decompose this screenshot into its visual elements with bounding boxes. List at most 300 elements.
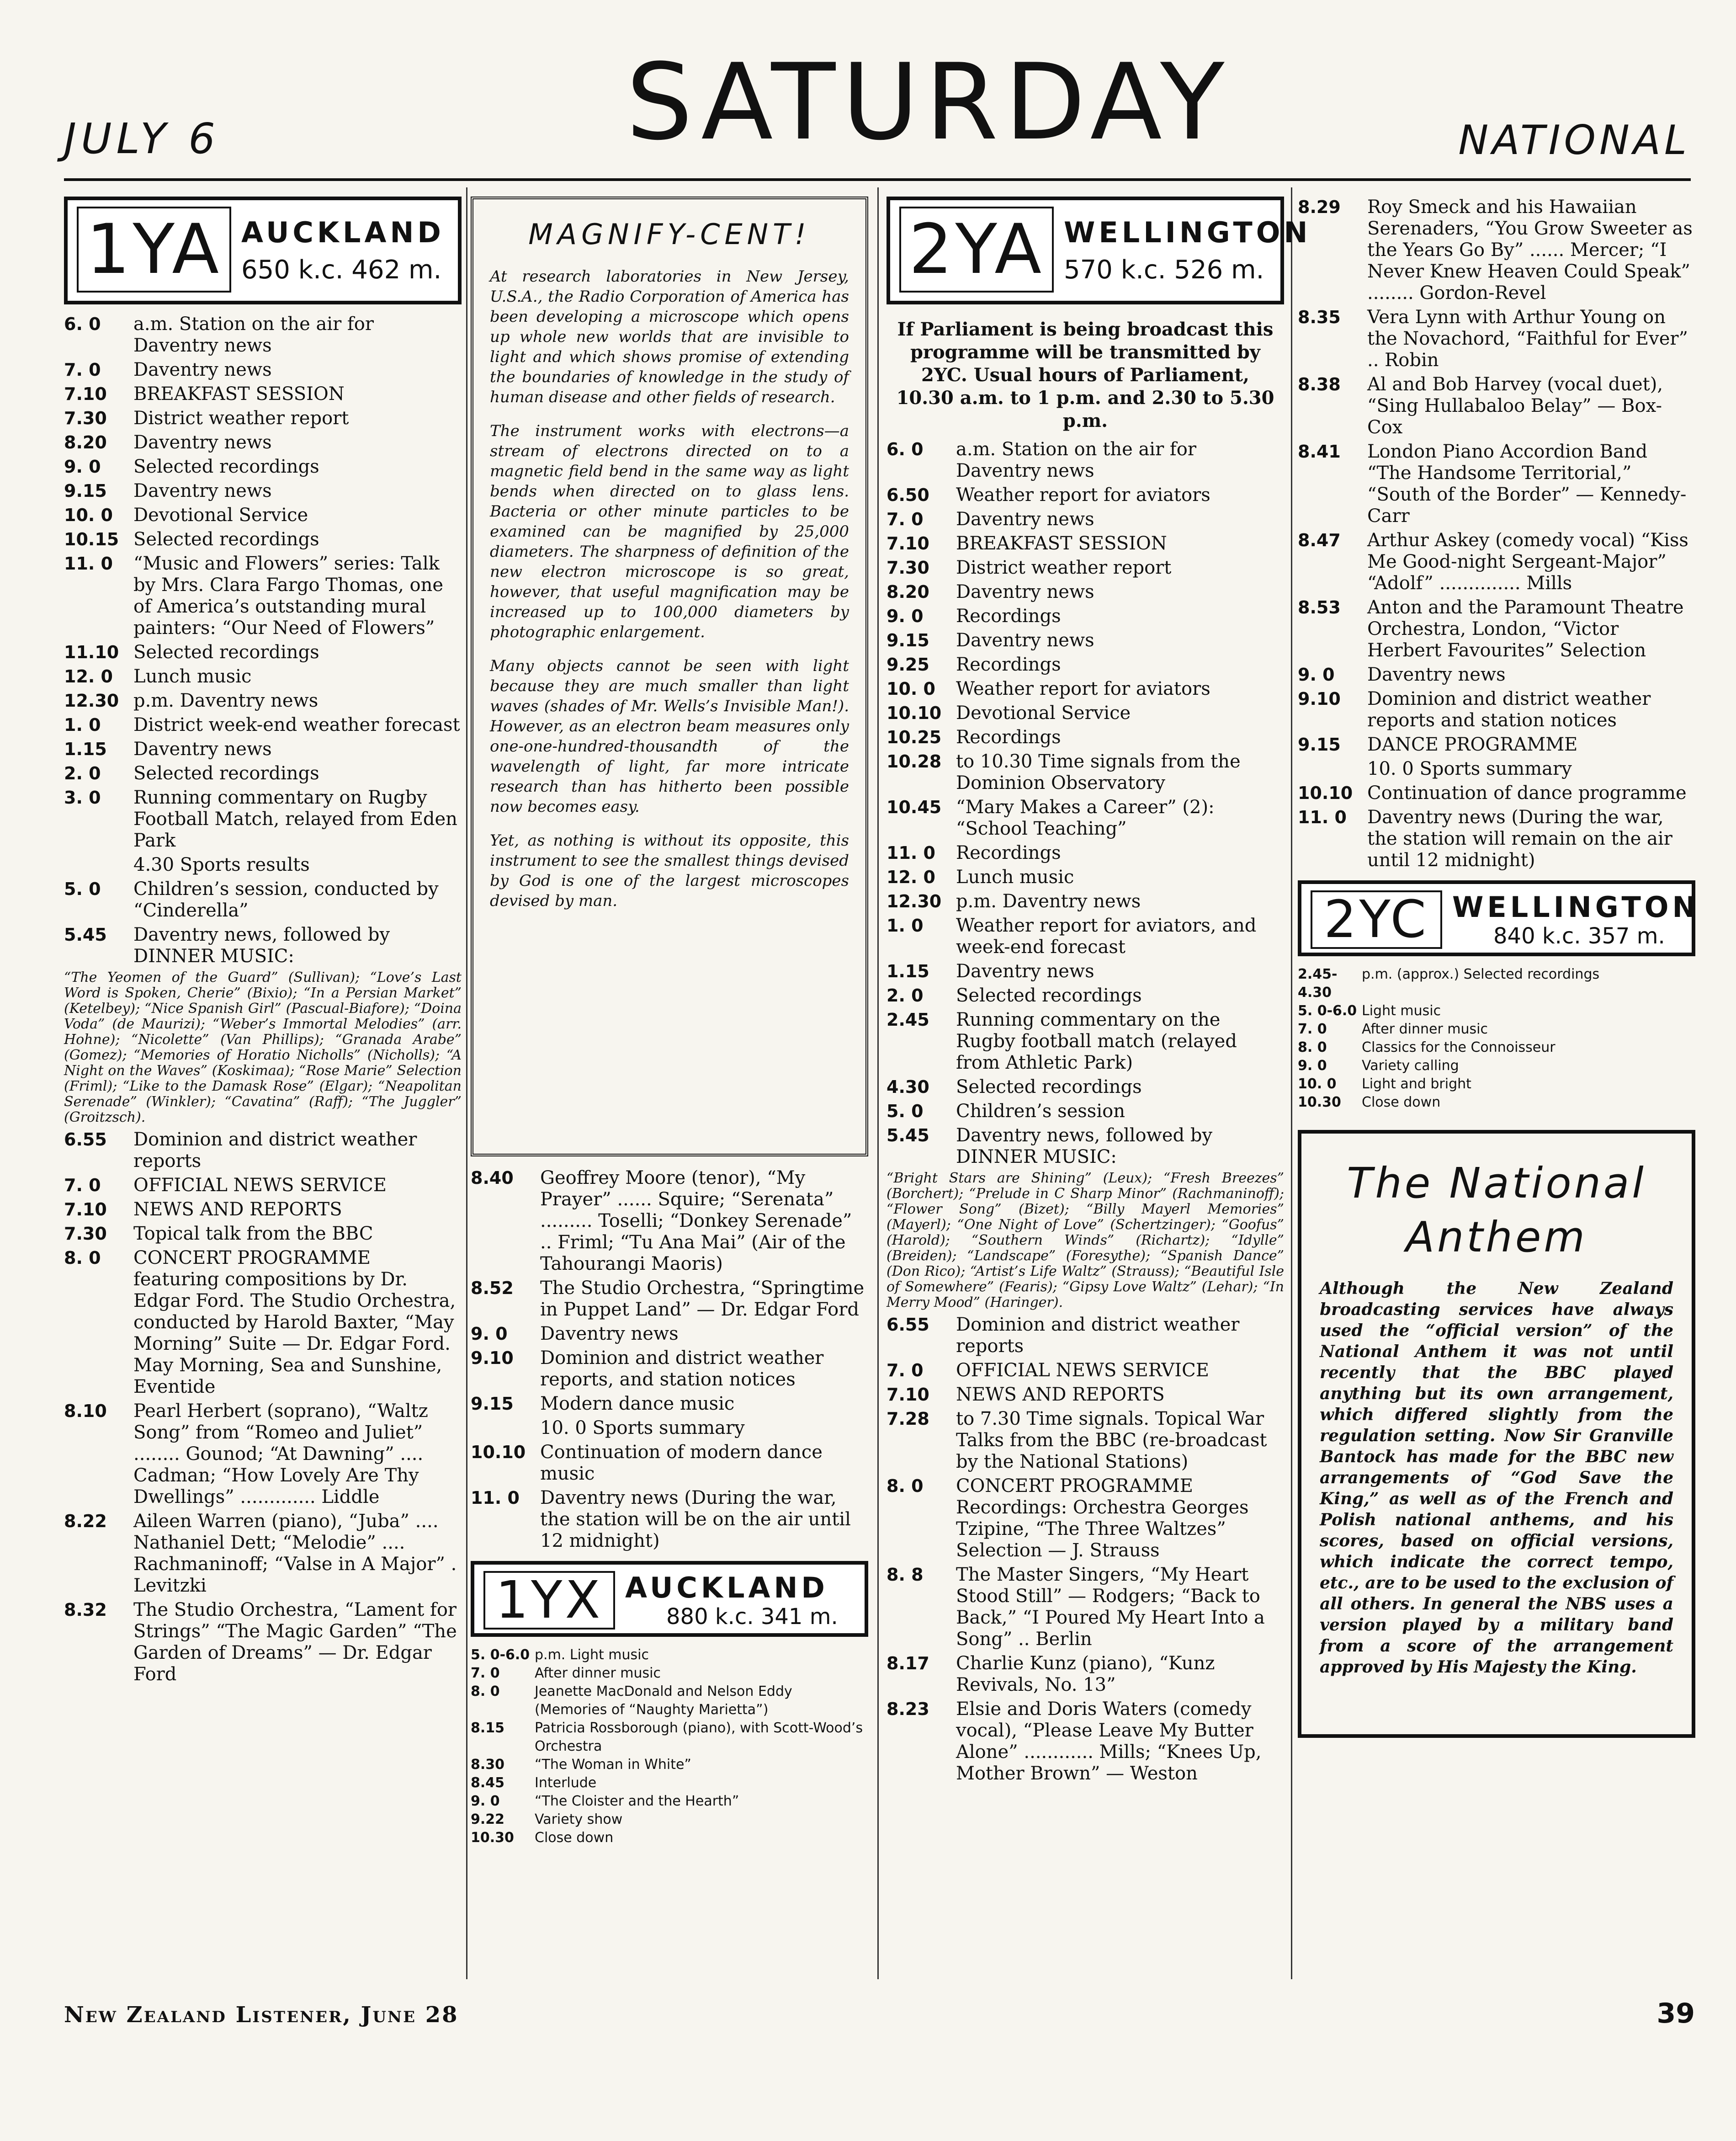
programme-item <box>64 879 462 921</box>
programme-time: 6.50 <box>887 485 929 505</box>
programme-list <box>471 1167 868 1552</box>
programme-item <box>471 1442 868 1485</box>
programme-item <box>1298 1039 1695 1057</box>
programme-text: Classics for the Connoisseur <box>1362 1039 1555 1055</box>
programme-time: 7.10 <box>64 384 107 404</box>
programme-text: Patricia Rossborough (piano), with Scott-Wood’s Orchestra <box>535 1720 863 1754</box>
programme-text: The Master Singers, “My Heart Stood Still” — Rodgers; “Back to Back,” “I Poured My Heart Into a Song” .. Berlin <box>956 1564 1265 1650</box>
programme-time: 9. 0 <box>1298 1058 1327 1074</box>
programme-text: Light music <box>1362 1003 1441 1019</box>
programme-item <box>887 842 1284 864</box>
programme-text: Geoffrey Moore (tenor), “My Prayer” ...... Squire; “Serenata” ......... Toselli; “Donkey Serenade” .. Friml; “Tu Ana Mai” (Air of the Tahourangi Maoris) <box>540 1167 852 1274</box>
programme-text: After dinner music <box>535 1665 661 1681</box>
issue-date: JULY 6 <box>64 114 220 163</box>
programme-item <box>471 1646 868 1664</box>
programme-text: Close down <box>1362 1094 1441 1110</box>
programme-list <box>471 1646 868 1847</box>
programme-text: Modern dance music <box>540 1393 735 1414</box>
programme-time: 10.10 <box>471 1442 526 1462</box>
programme-item <box>64 787 462 852</box>
programme-time: 6.55 <box>64 1129 107 1150</box>
programme-text: to 7.30 Time signals. Topical War Talks from the BBC (re-broadcast by the National Stations) <box>956 1408 1267 1472</box>
programme-text: Daventry news, followed by DINNER MUSIC: <box>133 924 390 967</box>
programme-time: 8.17 <box>887 1653 929 1673</box>
programme-text: Recordings <box>956 727 1061 748</box>
programme-time: 10.15 <box>64 529 119 549</box>
programme-text: Close down <box>535 1830 614 1846</box>
programme-item <box>887 1475 1284 1561</box>
programme-item <box>471 1792 868 1811</box>
programme-time: 8. 0 <box>887 1476 924 1496</box>
programme-list <box>887 439 1284 1168</box>
programme-item <box>887 961 1284 982</box>
programme-item <box>887 1101 1284 1122</box>
programme-item <box>1298 1057 1695 1075</box>
programme-time: 8.15 <box>471 1720 505 1736</box>
station-header-1yx <box>471 1561 868 1637</box>
programme-time: 8. 0 <box>64 1248 101 1268</box>
programme-item <box>887 654 1284 676</box>
station-header-2yc <box>1298 880 1700 956</box>
programme-item <box>887 751 1284 794</box>
programme-time: 8.10 <box>64 1401 107 1421</box>
programme-text: CONCERT PROGRAMME Recordings: Orchestra Georges Tzipine, “The Three Waltzes” Selection — J. Strauss <box>956 1475 1249 1561</box>
station-logo: 2YC <box>1311 890 1442 949</box>
programme-time: 10.30 <box>471 1830 514 1846</box>
programme-item <box>471 1417 868 1439</box>
programme-item <box>887 797 1284 840</box>
programme-text: Elsie and Doris Waters (comedy vocal), “Please Leave My Butter Alone” ............ Mills; “Knees Up, Mother Brown” — Weston <box>956 1699 1262 1784</box>
programme-item <box>887 1564 1284 1650</box>
page-number: 39 <box>1656 1997 1695 2029</box>
programme-time: 11. 0 <box>64 554 113 574</box>
programme-item <box>887 606 1284 627</box>
programme-text: Recordings <box>956 606 1061 627</box>
programme-text: Topical talk from the BBC <box>133 1223 373 1244</box>
programme-item <box>1298 307 1695 371</box>
programme-time: 8.41 <box>1298 442 1341 462</box>
programme-item <box>64 1175 462 1196</box>
programme-text: “Music and Flowers” series: Talk by Mrs. Clara Fargo Thomas, one of America’s outstanding mural painters: “Our Need of Flowers” <box>133 553 444 639</box>
station-frequency: 880 k.c. 341 m. <box>666 1604 838 1630</box>
programme-time: 8. 0 <box>1298 1039 1327 1055</box>
feature-box <box>471 197 868 1156</box>
programme-item <box>471 1393 868 1415</box>
programme-time: 8.47 <box>1298 530 1341 550</box>
programme-time: 11.10 <box>64 642 119 662</box>
programme-time: 7. 0 <box>1298 1021 1327 1037</box>
programme-time: 2.45 <box>887 1010 929 1030</box>
programme-item <box>471 1756 868 1774</box>
programme-item <box>64 1247 462 1398</box>
station-logo: 2YA <box>899 207 1054 293</box>
programme-text: Recordings <box>956 842 1061 863</box>
dinner-music-list: “The Yeomen of the Guard” (Sullivan); “Love’s Last Word is Spoken, Cherie” (Bixio); “In a Persian Market” (Ketelbey); “Nice Spanish Girl” (Pascual-Biafore); “Doina Voda” (de Maurizi); “Weber’s Immortal Melodies” (arr. Hohne); “Nicolette” (Van Phillips); “Granada Arabe” (Gomez); “Memories of Horatio Nicholls” (Nicholls); “A Night on the Waves” (Koskimaa); “Rose Marie” Selection (Friml); “Like to the Damask Rose” (Elgar); “Neapolitan Serenade” (Winkler); “Cavatina” (Raff); “The Juggler” (Groitzsch). <box>64 969 462 1125</box>
programme-text: Continuation of modern dance music <box>540 1442 823 1484</box>
station-city: WELLINGTON <box>1452 890 1700 924</box>
programme-time: 9.15 <box>64 481 107 501</box>
programme-list <box>1298 965 1695 1112</box>
programme-text: CONCERT PROGRAMME featuring compositions by Dr. Edgar Ford. The Studio Orchestra, conducted by Harold Baxter, “May Morning” Suite — Dr. Edgar Ford. May Morning, Sea and Sunshine, Eventide <box>133 1247 456 1397</box>
programme-item <box>1298 807 1695 871</box>
programme-text: Selected recordings <box>133 642 319 663</box>
programme-time: 7. 0 <box>64 360 101 380</box>
programme-time: 12. 0 <box>887 867 935 887</box>
programme-item <box>471 1278 868 1321</box>
programme-item <box>887 485 1284 506</box>
programme-item <box>1298 734 1695 756</box>
programme-item <box>471 1683 868 1719</box>
programme-list <box>1298 197 1695 871</box>
programme-text: Running commentary on the Rugby football match (relayed from Athletic Park) <box>956 1009 1237 1073</box>
programme-time: 4.30 <box>887 1077 929 1097</box>
programme-time: 9. 0 <box>471 1793 500 1809</box>
programme-text: DANCE PROGRAMME <box>1367 734 1578 755</box>
programme-item <box>887 1699 1284 1784</box>
programme-item <box>1298 374 1695 438</box>
programme-text: Continuation of dance programme <box>1367 783 1687 804</box>
programme-time: 6.55 <box>887 1315 929 1335</box>
programme-item <box>887 1076 1284 1098</box>
programme-text: Daventry news <box>133 739 272 760</box>
programme-text: Selected recordings <box>956 1076 1142 1097</box>
programme-time: 8.23 <box>887 1699 929 1719</box>
page-title: SATURDAY <box>626 42 1231 164</box>
programme-time: 9. 0 <box>64 457 101 477</box>
programme-item <box>471 1347 868 1390</box>
footer-publication: New Zealand Listener, June 28 <box>64 2002 459 2028</box>
programme-text: Selected recordings <box>133 763 319 784</box>
feature-paragraph: Many objects cannot be seen with light because they are much smaller than light waves (shades of Mr. Wells’s Invisible Man!). However, as an electron beam measures only one-one-hundred-thousandth of the wavelength of light, far more intricate research than has hitherto been possible now becomes easy. <box>490 657 849 816</box>
programme-text: Selected recordings <box>133 456 319 477</box>
station-city: AUCKLAND <box>625 1571 828 1604</box>
programme-text: p.m. (approx.) Selected recordings <box>1362 966 1600 982</box>
programme-text: Devotional Service <box>133 505 308 526</box>
programme-time: 6. 0 <box>887 439 924 459</box>
programme-time: 7.10 <box>887 533 929 554</box>
column-divider <box>1291 187 1292 1979</box>
programme-text: Dominion and district weather reports <box>956 1314 1240 1357</box>
programme-time: 10.25 <box>887 727 942 747</box>
header-rule <box>64 178 1691 181</box>
programme-time: 5.45 <box>64 925 107 945</box>
programme-text: Daventry news <box>133 432 272 453</box>
programme-item <box>64 1129 462 1172</box>
programme-time: 10.10 <box>1298 783 1353 803</box>
dinner-music-list: “Bright Stars are Shining” (Leux); “Fresh Breezes” (Borchert); “Prelude in C Sharp Minor” (Rachmaninoff); “Flower Song” (Bizet); “Billy Mayerl Memories” (Mayerl); “One Night of Love” (Schertzinger); “Goofus” (Harold); “Southern Winds” (Richartz); “Idylle” (Breiden); “Landscape” (Foresythe); “Spanish Dance” (Don Rico); “Artist’s Life Waltz” (Strauss); “Beautiful Isle of Somewhere” (Fearis); “Gipsy Love Waltz” (Lehar); “In Merry Mood” (Haringer). <box>887 1170 1284 1310</box>
programme-item <box>64 1401 462 1508</box>
programme-time: 2. 0 <box>64 763 101 783</box>
programme-time: 7.28 <box>887 1409 929 1429</box>
programme-text: Lunch music <box>956 867 1074 888</box>
column-1yx-auckland <box>64 197 462 1970</box>
programme-text: Daventry news <box>956 961 1094 982</box>
programme-text: Running commentary on Rugby Football Match, relayed from Eden Park <box>133 787 457 851</box>
programme-time: 9.15 <box>887 630 929 650</box>
programme-text: Daventry news <box>133 480 272 501</box>
programme-item <box>64 666 462 687</box>
programme-text: Light and bright <box>1362 1076 1471 1092</box>
programme-item <box>887 1360 1284 1381</box>
programme-item <box>1298 597 1695 661</box>
programme-item <box>471 1487 868 1552</box>
programme-time: 7.10 <box>64 1199 107 1220</box>
feature-paragraph: At research laboratories in New Jersey, U.S.A., the Radio Corporation of America has been developing a microscope which opens up whole new worlds that are invisible to light and which shows promise of extending the boundaries of knowledge in the study of human disease and other fields of research. <box>490 267 849 406</box>
programme-text: “Mary Makes a Career” (2): “School Teaching” <box>956 797 1215 839</box>
programme-text: District weather report <box>956 557 1172 578</box>
programme-time: 8.45 <box>471 1775 505 1791</box>
programme-text: The Studio Orchestra, “Lament for Strings” “The Magic Garden” “The Garden of Dreams” — Dr. Edgar Ford <box>133 1599 457 1685</box>
station-frequency: 570 k.c. 526 m. <box>1064 255 1264 285</box>
programme-time: 5. 0 <box>64 879 101 899</box>
column-2ya-wellington <box>887 197 1311 1970</box>
programme-time: 8.32 <box>64 1600 107 1620</box>
programme-list <box>64 314 462 967</box>
programme-item <box>887 630 1284 651</box>
programme-text: Weather report for aviators <box>956 678 1210 699</box>
programme-time: 8.20 <box>887 582 929 602</box>
programme-item <box>887 509 1284 530</box>
programme-item <box>887 678 1284 700</box>
programme-item <box>887 1408 1284 1473</box>
programme-time: 1. 0 <box>887 916 924 936</box>
station-city: AUCKLAND <box>241 216 445 249</box>
programme-text: Pearl Herbert (soprano), “Waltz Song” from “Romeo and Juliet” ........ Gounod; “At Dawning” .... Cadman; “How Lovely Are Thy Dwellings” ............. Liddle <box>133 1401 428 1507</box>
programme-item <box>64 714 462 736</box>
programme-item <box>1298 530 1695 594</box>
station-logo: 1YX <box>483 1571 615 1630</box>
programme-time: 5. 0-6.0 <box>1298 1003 1357 1019</box>
programme-time <box>64 854 133 876</box>
programme-text: Devotional Service <box>956 703 1131 724</box>
programme-time: 11. 0 <box>471 1488 520 1508</box>
programme-text: NEWS AND REPORTS <box>956 1384 1165 1405</box>
programme-text: Selected recordings <box>133 529 319 550</box>
programme-time: 7. 0 <box>887 1360 924 1380</box>
feature-title: MAGNIFY-CENT! <box>528 218 811 251</box>
anthem-title: The National Anthem <box>1347 1159 1646 1262</box>
programme-text: BREAKFAST SESSION <box>133 383 345 405</box>
station-frequency: 840 k.c. 357 m. <box>1493 923 1665 949</box>
programme-item <box>1298 1002 1695 1020</box>
programme-item <box>64 314 462 357</box>
programme-text: Recordings <box>956 654 1061 675</box>
programme-time: 8.40 <box>471 1168 514 1188</box>
programme-item <box>887 985 1284 1007</box>
station-logo: 1YA <box>77 207 231 293</box>
programme-time: 10.45 <box>887 797 942 817</box>
programme-time: 10.10 <box>887 703 942 723</box>
programme-text: BREAKFAST SESSION <box>956 533 1167 554</box>
programme-text: “The Woman in White” <box>535 1757 691 1773</box>
programme-item <box>1298 688 1695 731</box>
programme-text: OFFICIAL NEWS SERVICE <box>133 1175 387 1196</box>
programme-time: 9.25 <box>887 655 929 675</box>
anthem-box <box>1298 1130 1695 1738</box>
programme-time: 7. 0 <box>471 1665 500 1681</box>
programme-time: 9.10 <box>1298 689 1341 709</box>
network-label: NATIONAL <box>1458 117 1690 164</box>
programme-text: Jeanette MacDonald and Nelson Eddy (Memories of “Naughty Marietta”) <box>535 1683 792 1718</box>
programme-item <box>1298 965 1695 1002</box>
programme-time: 7.10 <box>887 1385 929 1405</box>
parliament-notice: If Parliament is being broadcast this programme will be transmitted by 2YC. Usual hours of Parliament, 10.30 a.m. to 1 p.m. and 2.30 to 5.30 p.m. <box>896 319 1274 431</box>
programme-time: 7. 0 <box>64 1175 101 1195</box>
programme-time: 9.10 <box>471 1348 514 1368</box>
programme-time: 12.30 <box>887 891 942 911</box>
programme-item <box>64 1199 462 1220</box>
programme-text: Daventry news <box>956 630 1094 651</box>
programme-text: Dominion and district weather reports <box>133 1129 417 1172</box>
programme-item <box>64 642 462 663</box>
programme-text: Daventry news (During the war, the station will remain on the air until 12 midnight) <box>1367 807 1672 871</box>
programme-item <box>1298 441 1695 527</box>
programme-text: Weather report for aviators, and week-end forecast <box>956 915 1257 958</box>
programme-item <box>1298 758 1695 780</box>
programme-text: Daventry news, followed by DINNER MUSIC: <box>956 1125 1213 1167</box>
programme-time <box>471 1417 540 1439</box>
programme-item <box>887 1384 1284 1406</box>
programme-item <box>1298 783 1695 804</box>
programme-text: Selected recordings <box>956 985 1142 1006</box>
programme-item <box>64 854 462 876</box>
programme-item <box>887 867 1284 888</box>
programme-item <box>64 456 462 478</box>
programme-text: Daventry news <box>956 509 1094 530</box>
programme-time: 12.30 <box>64 691 119 711</box>
programme-time: 2. 0 <box>887 985 924 1006</box>
programme-text: Interlude <box>535 1775 597 1791</box>
programme-time: 8.35 <box>1298 307 1341 327</box>
programme-text: Daventry news <box>1367 664 1506 685</box>
programme-text: District week-end weather forecast <box>133 714 460 735</box>
programme-time: 2.45-4.30 <box>1298 966 1338 1001</box>
programme-item <box>887 1125 1284 1168</box>
programme-text: London Piano Accordion Band “The Handsome Territorial,” “South of the Border” — Kennedy-Carr <box>1367 441 1687 527</box>
station-header-1ya <box>64 197 462 304</box>
programme-text: to 10.30 Time signals from the Dominion Observatory <box>956 751 1241 794</box>
programme-list <box>64 1129 462 1685</box>
programme-item <box>64 1511 462 1597</box>
programme-text: Vera Lynn with Arthur Young on the Novachord, “Faithful for Ever” .. Robin <box>1367 307 1688 371</box>
programme-text: “The Cloister and the Hearth” <box>535 1793 739 1809</box>
programme-time: 1.15 <box>887 961 929 981</box>
programme-item <box>1298 1093 1695 1112</box>
programme-item <box>64 480 462 502</box>
programme-text: 4.30 Sports results <box>133 854 310 875</box>
programme-time: 1.15 <box>64 739 107 759</box>
programme-item <box>887 1009 1284 1074</box>
programme-text: Children’s session <box>956 1101 1125 1122</box>
programme-time: 9. 0 <box>471 1324 508 1344</box>
programme-text: a.m. Station on the air for Daventry news <box>133 314 374 356</box>
programme-text: 10. 0 Sports summary <box>540 1417 745 1438</box>
programme-item <box>64 739 462 760</box>
programme-item <box>1298 197 1695 304</box>
programme-time: 10. 0 <box>887 679 935 699</box>
programme-time: 6. 0 <box>64 314 101 334</box>
programme-text: p.m. Light music <box>535 1647 649 1663</box>
programme-item <box>887 439 1284 482</box>
programme-time <box>1298 758 1367 780</box>
programme-text: Arthur Askey (comedy vocal) “Kiss Me Good-night Sergeant-Major” “Adolf” .............. Mills <box>1367 530 1688 594</box>
programme-time: 9. 0 <box>887 606 924 626</box>
programme-item <box>64 505 462 526</box>
programme-item <box>64 408 462 429</box>
programme-time: 1. 0 <box>64 715 101 735</box>
programme-item <box>887 581 1284 603</box>
programme-item <box>471 1323 868 1345</box>
column-divider <box>466 187 467 1979</box>
station-header-2ya <box>887 197 1311 304</box>
programme-item <box>471 1719 868 1756</box>
programme-time: 10.28 <box>887 751 942 772</box>
programme-item <box>887 1314 1284 1357</box>
station-frequency: 650 k.c. 462 m. <box>241 255 442 285</box>
programme-item <box>471 1167 868 1275</box>
programme-item <box>64 432 462 453</box>
programme-item <box>1298 1020 1695 1039</box>
programme-time: 10. 0 <box>1298 1076 1337 1092</box>
programme-time: 5. 0 <box>887 1101 924 1121</box>
programme-text: Weather report for aviators <box>956 485 1210 506</box>
column-magnify <box>471 197 868 1970</box>
programme-text: Daventry news (During the war, the station will be on the air until 12 midnight) <box>540 1487 851 1551</box>
programme-time: 7.30 <box>887 558 929 578</box>
programme-text: Charlie Kunz (piano), “Kunz Revivals, No. 13” <box>956 1653 1215 1695</box>
anthem-text: Although the New Zealand broadcasting services have always used the “official version” of the National Anthem it was not until recently that the BBC played anything but its own arrangement, which differed slightly from the regulation setting. Now Sir Granville Bantock has made for the BBC new arrangements of “God Save the King,” as well as of the French and Polish national anthems, and his scores, based on official versions, which indicate the correct tempo, etc., are to be used to the exclusion of all others. In general the NBS uses a version played by a military band from a score of the arrangement approved by His Majesty the King. <box>1320 1279 1673 1677</box>
programme-item <box>471 1664 868 1683</box>
programme-item <box>887 703 1284 724</box>
programme-text: p.m. Daventry news <box>133 690 319 711</box>
programme-item <box>887 915 1284 958</box>
programme-item <box>64 924 462 967</box>
programme-time: 8.53 <box>1298 597 1341 618</box>
programme-time: 8.29 <box>1298 197 1341 217</box>
programme-item <box>887 557 1284 579</box>
programme-item <box>887 891 1284 912</box>
programme-text: Dominion and district weather reports, and station notices <box>540 1347 824 1390</box>
programme-time: 8.22 <box>64 1511 107 1531</box>
programme-text: Children’s session, conducted by “Cinderella” <box>133 879 439 921</box>
programme-text: The Studio Orchestra, “Springtime in Puppet Land” — Dr. Edgar Ford <box>540 1278 865 1320</box>
programme-time: 10.30 <box>1298 1094 1341 1110</box>
programme-time: 9.15 <box>1298 735 1341 755</box>
programme-text: After dinner music <box>1362 1021 1488 1037</box>
programme-time: 7.30 <box>64 1224 107 1244</box>
programme-item <box>1298 664 1695 686</box>
programme-text: Al and Bob Harvey (vocal duet), “Sing Hullabaloo Belay” — Box-Cox <box>1367 374 1663 438</box>
programme-text: OFFICIAL NEWS SERVICE <box>956 1360 1209 1381</box>
programme-item <box>887 1653 1284 1696</box>
programme-time: 3. 0 <box>64 788 101 808</box>
programme-time: 10. 0 <box>64 505 113 525</box>
programme-time: 8.38 <box>1298 374 1341 394</box>
programme-item <box>64 359 462 381</box>
programme-time: 9. 0 <box>1298 665 1335 685</box>
programme-time: 7.30 <box>64 408 107 428</box>
programme-item <box>887 533 1284 554</box>
programme-item <box>64 1223 462 1245</box>
programme-text: Daventry news <box>956 581 1094 602</box>
programme-text: Variety show <box>535 1811 623 1827</box>
programme-item <box>471 1811 868 1829</box>
programme-text: Lunch music <box>133 666 252 687</box>
programme-text: Variety calling <box>1362 1058 1459 1074</box>
programme-text: a.m. Station on the air for Daventry news <box>956 439 1196 481</box>
programme-item <box>64 383 462 405</box>
programme-item <box>64 553 462 639</box>
